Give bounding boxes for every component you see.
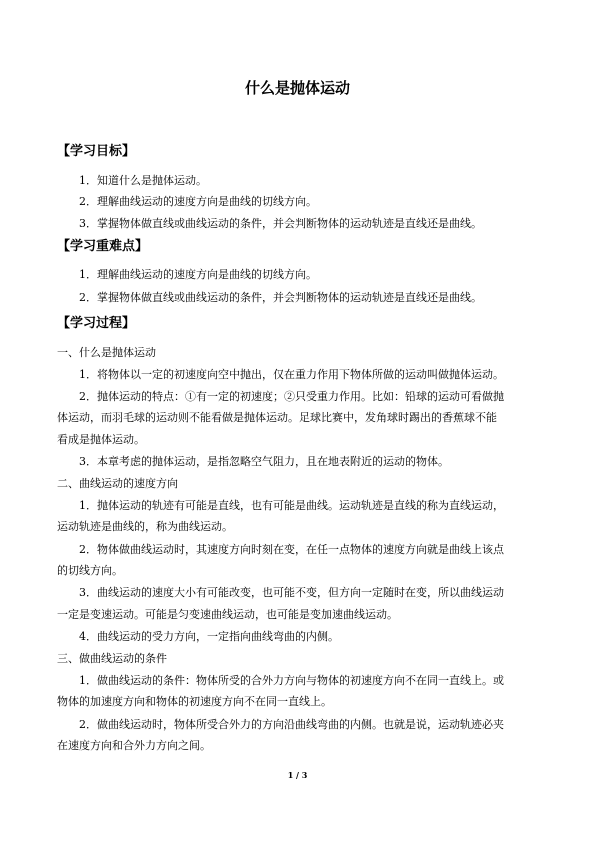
process-line: 看成是抛体运动。	[57, 433, 145, 446]
page-number: 1 / 3	[287, 770, 308, 780]
process-line: 2．做曲线运动时，物体所受合外力的方向沿曲线弯曲的内侧。也就是说，运动轨迹必夹	[79, 718, 504, 731]
process-line: 体运动，而羽毛球的运动则不能看做是抛体运动。足球比赛中，发角球时踢出的香蕉球不能	[57, 411, 497, 424]
goal-item-2: 2．理解曲线运动的速度方向是曲线的切线方向。	[79, 195, 317, 208]
process-line: 4．曲线运动的受力方向，一定指向曲线弯曲的内侧。	[79, 630, 339, 643]
process-line: 运动轨迹是曲线的，称为曲线运动。	[57, 520, 233, 533]
goal-item-1: 1．知道什么是抛体运动。	[79, 174, 207, 187]
process-line: 3．曲线运动的速度大小有可能改变，也可能不变，但方向一定随时在变，所以曲线运动	[79, 586, 504, 599]
key-point-item-2: 2．掌握物体做直线或曲线运动的条件，并会判断物体的运动轨迹是直线还是曲线。	[79, 291, 482, 304]
goal-item-3: 3．掌握物体做直线或曲线运动的条件，并会判断物体的运动轨迹是直线还是曲线。	[79, 217, 482, 230]
process-line: 2．物体做曲线运动时，其速度方向时刻在变，在任一点物体的速度方向就是曲线上该点	[79, 543, 504, 556]
section-heading-goals: 【学习目标】	[57, 144, 136, 159]
section-heading-key-points: 【学习重难点】	[57, 239, 149, 254]
process-line: 2．抛体运动的特点：①有一定的初速度；②只受重力作用。比如：铅球的运动可看做抛	[79, 390, 504, 403]
process-subheading-1: 一、什么是抛体运动	[57, 346, 156, 359]
process-line: 1．做曲线运动的条件：物体所受的合外力方向与物体的初速度方向不在同一直线上。或	[79, 674, 504, 687]
process-line: 物体的加速度方向和物体的初速度方向不在同一直线上。	[57, 695, 332, 708]
process-line: 在速度方向和合外力方向之间。	[57, 739, 211, 752]
process-subheading-2: 二、曲线运动的速度方向	[57, 477, 178, 490]
process-line: 一定是变速运动。可能是匀变速曲线运动，也可能是变加速曲线运动。	[57, 608, 398, 621]
process-line: 的切线方向。	[57, 564, 123, 577]
page-title: 什么是抛体运动	[244, 79, 350, 97]
process-subheading-3: 三、做曲线运动的条件	[57, 652, 167, 665]
process-line: 1．将物体以一定的初速度向空中抛出，仅在重力作用下物体所做的运动叫做抛体运动。	[79, 368, 504, 381]
process-line: 3．本章考虑的抛体运动，是指忽略空气阻力，且在地表附近的运动的物体。	[79, 455, 449, 468]
section-heading-process: 【学习过程】	[57, 316, 136, 331]
process-line: 1．抛体运动的轨迹有可能是直线，也有可能是曲线。运动轨迹是直线的称为直线运动，	[79, 499, 504, 512]
key-point-item-1: 1．理解曲线运动的速度方向是曲线的切线方向。	[79, 268, 317, 281]
